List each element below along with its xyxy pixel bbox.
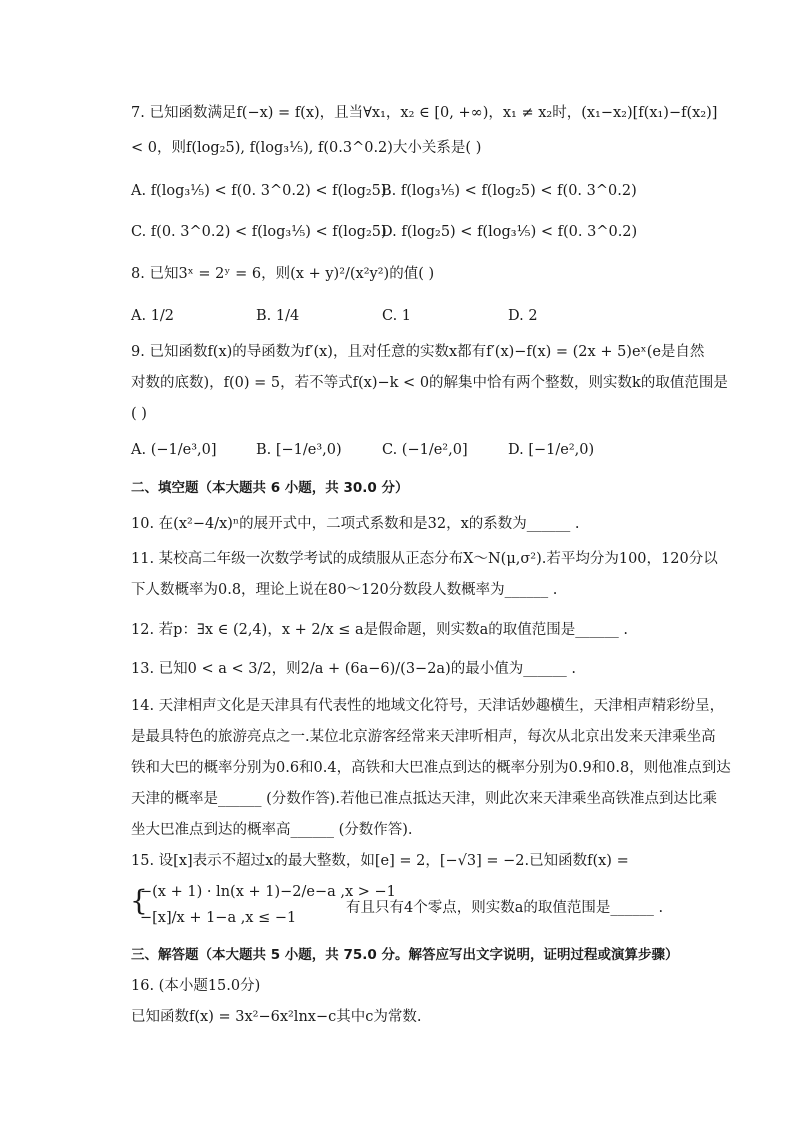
q14-line4: 天津的概率是______ (分数作答).若他已准点抵达天津，则此次来天津乘坐高铁准点到达比乘 <box>131 791 718 807</box>
q7-option-d: D. f(log₂5) < f(log₃⅕) < f(0. 3^0.2) <box>381 224 638 240</box>
q10-line: 10. 在(x²−4/x)ⁿ的展开式中，二项式系数和是32，x的系数为______ . <box>131 516 580 532</box>
q8-option-d: D. 2 <box>508 308 538 324</box>
q9-option-c: C. (−1/e²,0] <box>382 442 468 458</box>
q9-line2: 对数的底数)，f(0) = 5，若不等式f(x)−k < 0的解集中恰有两个整数，则实数k的取值范围是 <box>131 375 728 391</box>
q8-option-a: A. 1/2 <box>131 308 175 324</box>
q15-tail: 有且只有4个零点，则实数a的取值范围是______ . <box>346 900 664 916</box>
section-fill-in-heading: 二、填空题（本大题共 6 小题，共 30.0 分） <box>131 480 409 496</box>
q8-line1: 8. 已知3ˣ = 2ʸ = 6，则(x + y)²/(x²y²)的值( ) <box>131 266 435 282</box>
q15-case1: −(x + 1) · ln(x + 1)−2/e−a ,x > −1 <box>140 884 396 900</box>
q11-line2: 下人数概率为0.8，理论上说在80～120分数段人数概率为______ . <box>131 582 558 598</box>
q11-line1: 11. 某校高二年级一次数学考试的成绩服从正态分布X～N(μ,σ²).若平均分为100，120分以 <box>131 551 718 567</box>
q15-case2: −[x]/x + 1−a ,x ≤ −1 <box>140 910 297 926</box>
q7-line1: 7. 已知函数满足f(−x) = f(x)，且当∀x₁，x₂ ∈ [0, +∞)，x₁ ≠ x₂时，(x₁−x₂)[f(x₁)−f(x₂)] <box>131 105 718 121</box>
q7-option-c: C. f(0. 3^0.2) < f(log₃⅕) < f(log₂5) <box>131 224 387 240</box>
q9-option-d: D. [−1/e²,0) <box>508 442 595 458</box>
q16-line1: 16. (本小题15.0分) <box>131 978 261 994</box>
section-answer-heading: 三、解答题（本大题共 5 小题，共 75.0 分。解答应写出文字说明，证明过程或演算步骤） <box>131 947 679 963</box>
q9-line3: ( ) <box>131 406 147 422</box>
q8-option-b: B. 1/4 <box>256 308 300 324</box>
q14-line5: 坐大巴准点到达的概率高______ (分数作答). <box>131 822 413 838</box>
q14-line2: 是最具特色的旅游亮点之一.某位北京游客经常来天津听相声，每次从北京出发来天津乘坐高 <box>131 729 716 745</box>
q7-option-a: A. f(log₃⅕) < f(0. 3^0.2) < f(log₂5) <box>131 183 387 199</box>
q9-option-a: A. (−1/e³,0] <box>131 442 217 458</box>
q9-option-b: B. [−1/e³,0) <box>256 442 342 458</box>
q15-brace: { <box>130 884 148 917</box>
q8-option-c: C. 1 <box>382 308 412 324</box>
q13-line: 13. 已知0 < a < 3/2，则2/a + (6a−6)/(3−2a)的最小值为______ . <box>131 661 576 677</box>
q9-line1: 9. 已知函数f(x)的导函数为f′(x)，且对任意的实数x都有f′(x)−f(x) = (2x + 5)eˣ(e是自然 <box>131 344 705 360</box>
q12-line: 12. 若p：∃x ∈ (2,4)，x + 2/x ≤ a是假命题，则实数a的取值范围是______ . <box>131 622 629 638</box>
q14-line1: 14. 天津相声文化是天津具有代表性的地域文化符号，天津话妙趣横生，天津相声精彩纷呈， <box>131 698 725 714</box>
q7-option-b: B. f(log₃⅕) < f(log₂5) < f(0. 3^0.2) <box>381 183 637 199</box>
q16-line2: 已知函数f(x) = 3x²−6x²lnx−c其中c为常数. <box>131 1009 422 1025</box>
q15-line1: 15. 设[x]表示不超过x的最大整数，如[e] = 2，[−√3] = −2.已知函数f(x) = <box>131 853 629 869</box>
q14-line3: 铁和大巴的概率分别为0.6和0.4，高铁和大巴准点到达的概率分别为0.9和0.8，则他准点到达 <box>131 760 731 776</box>
q7-line2: < 0，则f(log₂5), f(log₃⅕), f(0.3^0.2)大小关系是( ) <box>131 140 482 156</box>
